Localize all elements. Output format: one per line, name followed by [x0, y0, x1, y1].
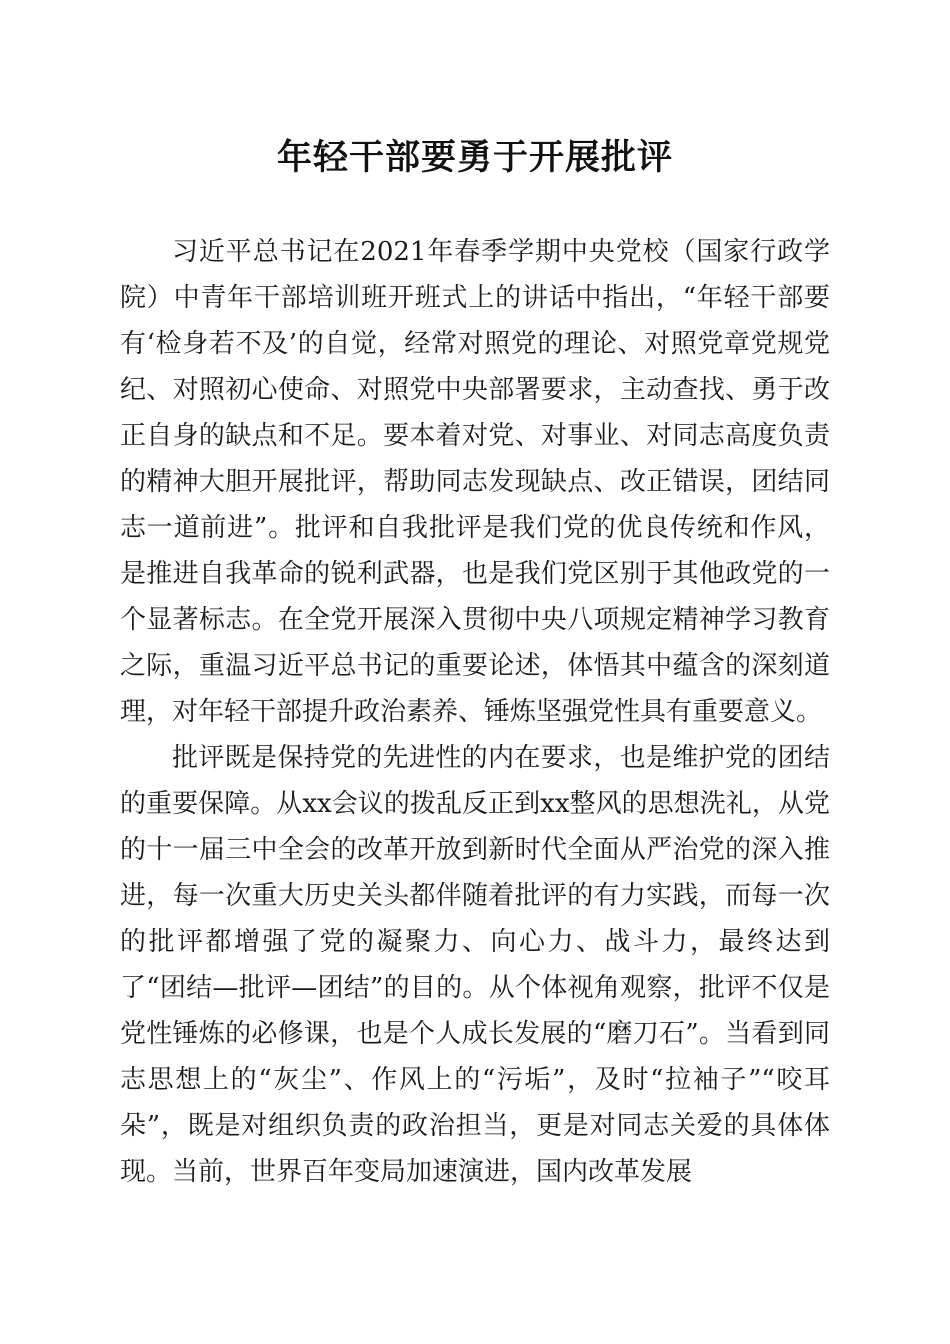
document-body	[120, 229, 830, 1195]
document-title: 年轻干部要勇于开展批评	[276, 137, 673, 178]
paragraph-1: 习近平总书记在2021年春季学期中央党校（国家行政学院）中青年干部培训班开班式上的讲话中指出，“年轻干部要有‘检身若不及’的自觉，经常对照党的理论、对照党章党规党纪、对照初心使命、对照党中央部署要求，主动查找、勇于改正自身的缺点和不足。要本着对党、对事业、对同志高度负责的精神大胆开展批评，帮助同志发现缺点、改正错误，团结同志一道前进”。批评和自我批评是我们党的优良传统和作风，是推进自我革命的锐利武器，也是我们党区别于其他政党的一个显著标志。在全党开展深入贯彻中央八项规定精神学习教育之际，重温习近平总书记的重要论述，体悟其中蕴含的深刻道理，对年轻干部提升政治素养、锤炼坚强党性具有重要意义。	[120, 237, 830, 727]
paragraph-2: 批评既是保持党的先进性的内在要求，也是维护党的团结的重要保障。从xx会议的拨乱反正到xx整风的思想洗礼，从党的十一届三中全会的改革开放到新时代全面从严治党的深入推进，每一次重大历史关头都伴随着批评的有力实践，而每一次的批评都增强了党的凝聚力、向心力、战斗力，最终达到了“团结—批评—团结”的目的。从个体视角观察，批评不仅是党性锤炼的必修课，也是个人成长发展的“磨刀石”。当看到同志思想上的“灰尘”、作风上的“污垢”，及时“拉袖子”“咬耳朵”，既是对组织负责的政治担当，更是对同志关爱的具体体现。当前，世界百年变局加速演进，国内改革发展	[120, 743, 830, 1187]
